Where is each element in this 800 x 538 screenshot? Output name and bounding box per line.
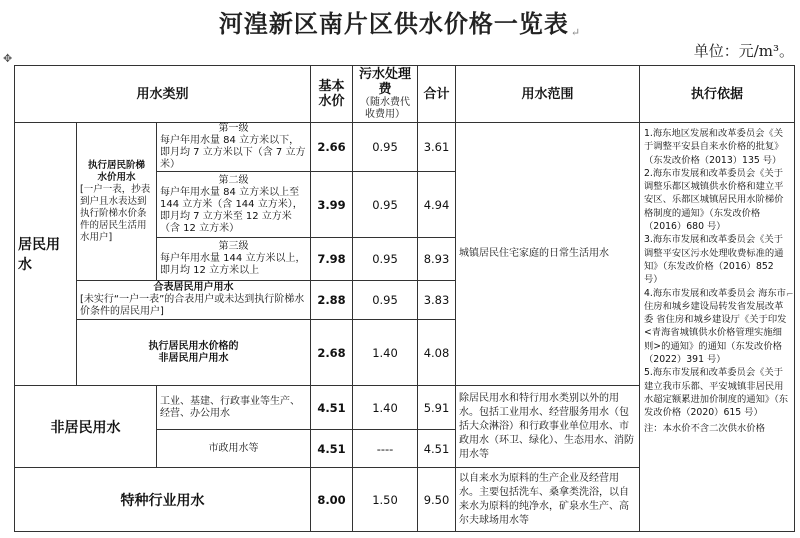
header-base-price-line1: 基本 (318, 79, 345, 94)
special-category-label: 特种行业用水 (120, 492, 205, 509)
tier-1-base-price: 2.66 (311, 123, 353, 172)
tiered-residential-cell (77, 123, 157, 281)
municipal-base-price: 4.51 (311, 430, 353, 468)
municipal-total: 4.51 (418, 430, 456, 468)
header-basis-text: 执行依据 (690, 86, 743, 102)
header-scope-text: 用水范围 (521, 86, 574, 102)
tier-2-base-price: 3.99 (311, 172, 353, 238)
industrial-label: 工业、基建、行政事业等生产、经营、办公用水 (157, 386, 311, 430)
special-scope-text: 以自来水为原料的生产企业及经营用水。主要包括洗车、桑拿类洗浴，以自来水为原料的纯净水，矿泉水生产、高尔夫球场用水等 (459, 472, 629, 526)
tier-3-description: 每户年用水量 144 立方米以上，即月均 12 立方米以上 (160, 253, 306, 276)
non-tiered-title-line2: 非居民用户用水 (158, 352, 229, 364)
tiered-title-line1: 执行居民阶梯 (87, 159, 145, 171)
combined-meter-title: 合表居民用户用水 (153, 282, 234, 293)
municipal-label: 市政用水等 (157, 430, 311, 468)
special-category-cell (15, 468, 311, 532)
basis-item-4: 4.海东市发展和改革委员会 海东市住房和城乡建设局转发省发展改革委 省住房和城乡建设厅《关于印发<青海省城镇供水价格管理实施细则>的通知》的通知（东发改价格（2022）391 号） (644, 287, 787, 366)
combined-meter-description: [未实行“一户一表”的合表用户或未达到执行阶梯水价条件的居民用户] (80, 294, 305, 317)
residential-category-cell (15, 123, 77, 386)
combined-meter-cell (77, 281, 311, 320)
non-tiered-cell (77, 320, 311, 386)
tier-3-total: 8.93 (418, 238, 456, 281)
header-sewage-line2: 费 (378, 82, 392, 97)
tiered-title-line2: 水价用水 (97, 171, 136, 183)
tier-3-base-price: 7.98 (311, 238, 353, 281)
non-tiered-sewage-fee: 1.40 (353, 320, 418, 386)
tier-2-total: 4.94 (418, 172, 456, 238)
basis-item-3: 3.海东市发展和改革委员会《关于调整平安区污水处理收费标准的通知》（东发改价格（2016）852 号） (644, 234, 784, 286)
non-tiered-title-line1: 执行居民用水价格的 (148, 340, 239, 352)
header-total (418, 66, 456, 123)
tiered-description: [一户一表，抄表到户且水表达到执行阶梯水价条件的居民生活用水用户] (80, 183, 151, 243)
residential-category-label: 居民用水 (18, 237, 60, 273)
page-title (0, 4, 800, 39)
residential-scope-cell (456, 123, 640, 386)
tier-3-name: 第三级 (218, 241, 249, 252)
header-scope (456, 66, 640, 123)
header-category (15, 66, 311, 123)
tier-2-description: 每户年用水量 84 立方米以上至 144 立方米（含 144 立方米），即月均 7 立方米至 12 立方米（含 12 立方米） (160, 186, 303, 234)
page-title-text: 河湟新区南片区供水价格一览表 (218, 9, 569, 38)
header-sewage-fee (353, 66, 418, 123)
tier-3-desc-cell (157, 238, 311, 281)
combined-base-price: 2.88 (311, 281, 353, 320)
tier-1-total: 3.61 (418, 123, 456, 172)
basis-item-1: 1.海东地区发展和改革委员会《关于调整平安县自来水价格的批复》（东发改价格（2013）135 号） (644, 128, 784, 166)
tier-3-sewage-fee: 0.95 (353, 238, 418, 281)
header-category-text: 用水类别 (136, 86, 189, 102)
non-residential-category-label: 非居民用水 (50, 419, 121, 436)
non-tiered-total: 4.08 (418, 320, 456, 386)
header-base-price-line2: 水价 (318, 94, 345, 109)
special-scope-cell (456, 468, 640, 532)
tier-1-description: 每户年用水量 84 立方米以下，即月均 7 立方米以下（含 7 立方米） (160, 135, 306, 170)
combined-sewage-fee: 0.95 (353, 281, 418, 320)
residential-scope-text: 城镇居民住宅家庭的日常生活用水 (459, 248, 609, 259)
tier-2-desc-cell (157, 172, 311, 238)
industrial-sewage-fee: 1.40 (353, 386, 418, 430)
row-end-marker-icon: ⌐ (786, 290, 794, 300)
municipal-sewage-fee: ---- (353, 430, 418, 468)
tier-1-row (15, 123, 795, 172)
industrial-total: 5.91 (418, 386, 456, 430)
header-row (15, 66, 795, 123)
header-basis (640, 66, 795, 123)
non-residential-scope-text: 除居民用水和特行用水类别以外的用水。包括工业用水、经营服务用水（包括大众淋浴）和行政事业单位用水、市政用水（环卫、绿化）、生态用水、消防用水等 (459, 392, 634, 460)
industrial-base-price: 4.51 (311, 386, 353, 430)
header-base-price (311, 66, 353, 123)
non-residential-category-cell (15, 386, 157, 468)
combined-total: 3.83 (418, 281, 456, 320)
header-total-text: 合计 (423, 86, 450, 102)
non-tiered-base-price: 2.68 (311, 320, 353, 386)
water-price-table (14, 65, 795, 532)
non-residential-scope-cell (456, 386, 640, 468)
basis-item-2: 2.海东市发展和改革委员会《关于调整乐都区城镇供水价格和建立平安区、乐都区城镇居民用水阶梯价格制度的通知》（东发改价格（2016）680 号） (644, 167, 784, 233)
tier-1-desc-cell (157, 123, 311, 172)
tier-1-sewage-fee: 0.95 (353, 123, 418, 172)
unit-label: 单位：元/m³。 (693, 42, 794, 60)
tier-2-name: 第二级 (218, 174, 249, 186)
tier-2-sewage-fee: 0.95 (353, 172, 418, 238)
special-total: 9.50 (418, 468, 456, 532)
basis-cell (640, 123, 795, 532)
header-sewage-line1: 污水处理 (358, 67, 411, 82)
basis-note: 注：本水价不含二次供水价格 (644, 422, 765, 434)
table-move-handle-icon[interactable]: ✥ (3, 52, 13, 65)
tier-1-name: 第一级 (218, 123, 249, 134)
special-base-price: 8.00 (311, 468, 353, 532)
paragraph-mark-icon: ↵ (570, 26, 582, 39)
special-sewage-fee: 1.50 (353, 468, 418, 532)
header-sewage-line3: （随水费代收费用） (360, 97, 410, 120)
basis-item-5: 5.海东市发展和改革委员会《关于建立我市乐都、平安城镇非居民用水超定额累进加价制度的通知》（东发改价格（2020）615 号） (644, 367, 789, 419)
